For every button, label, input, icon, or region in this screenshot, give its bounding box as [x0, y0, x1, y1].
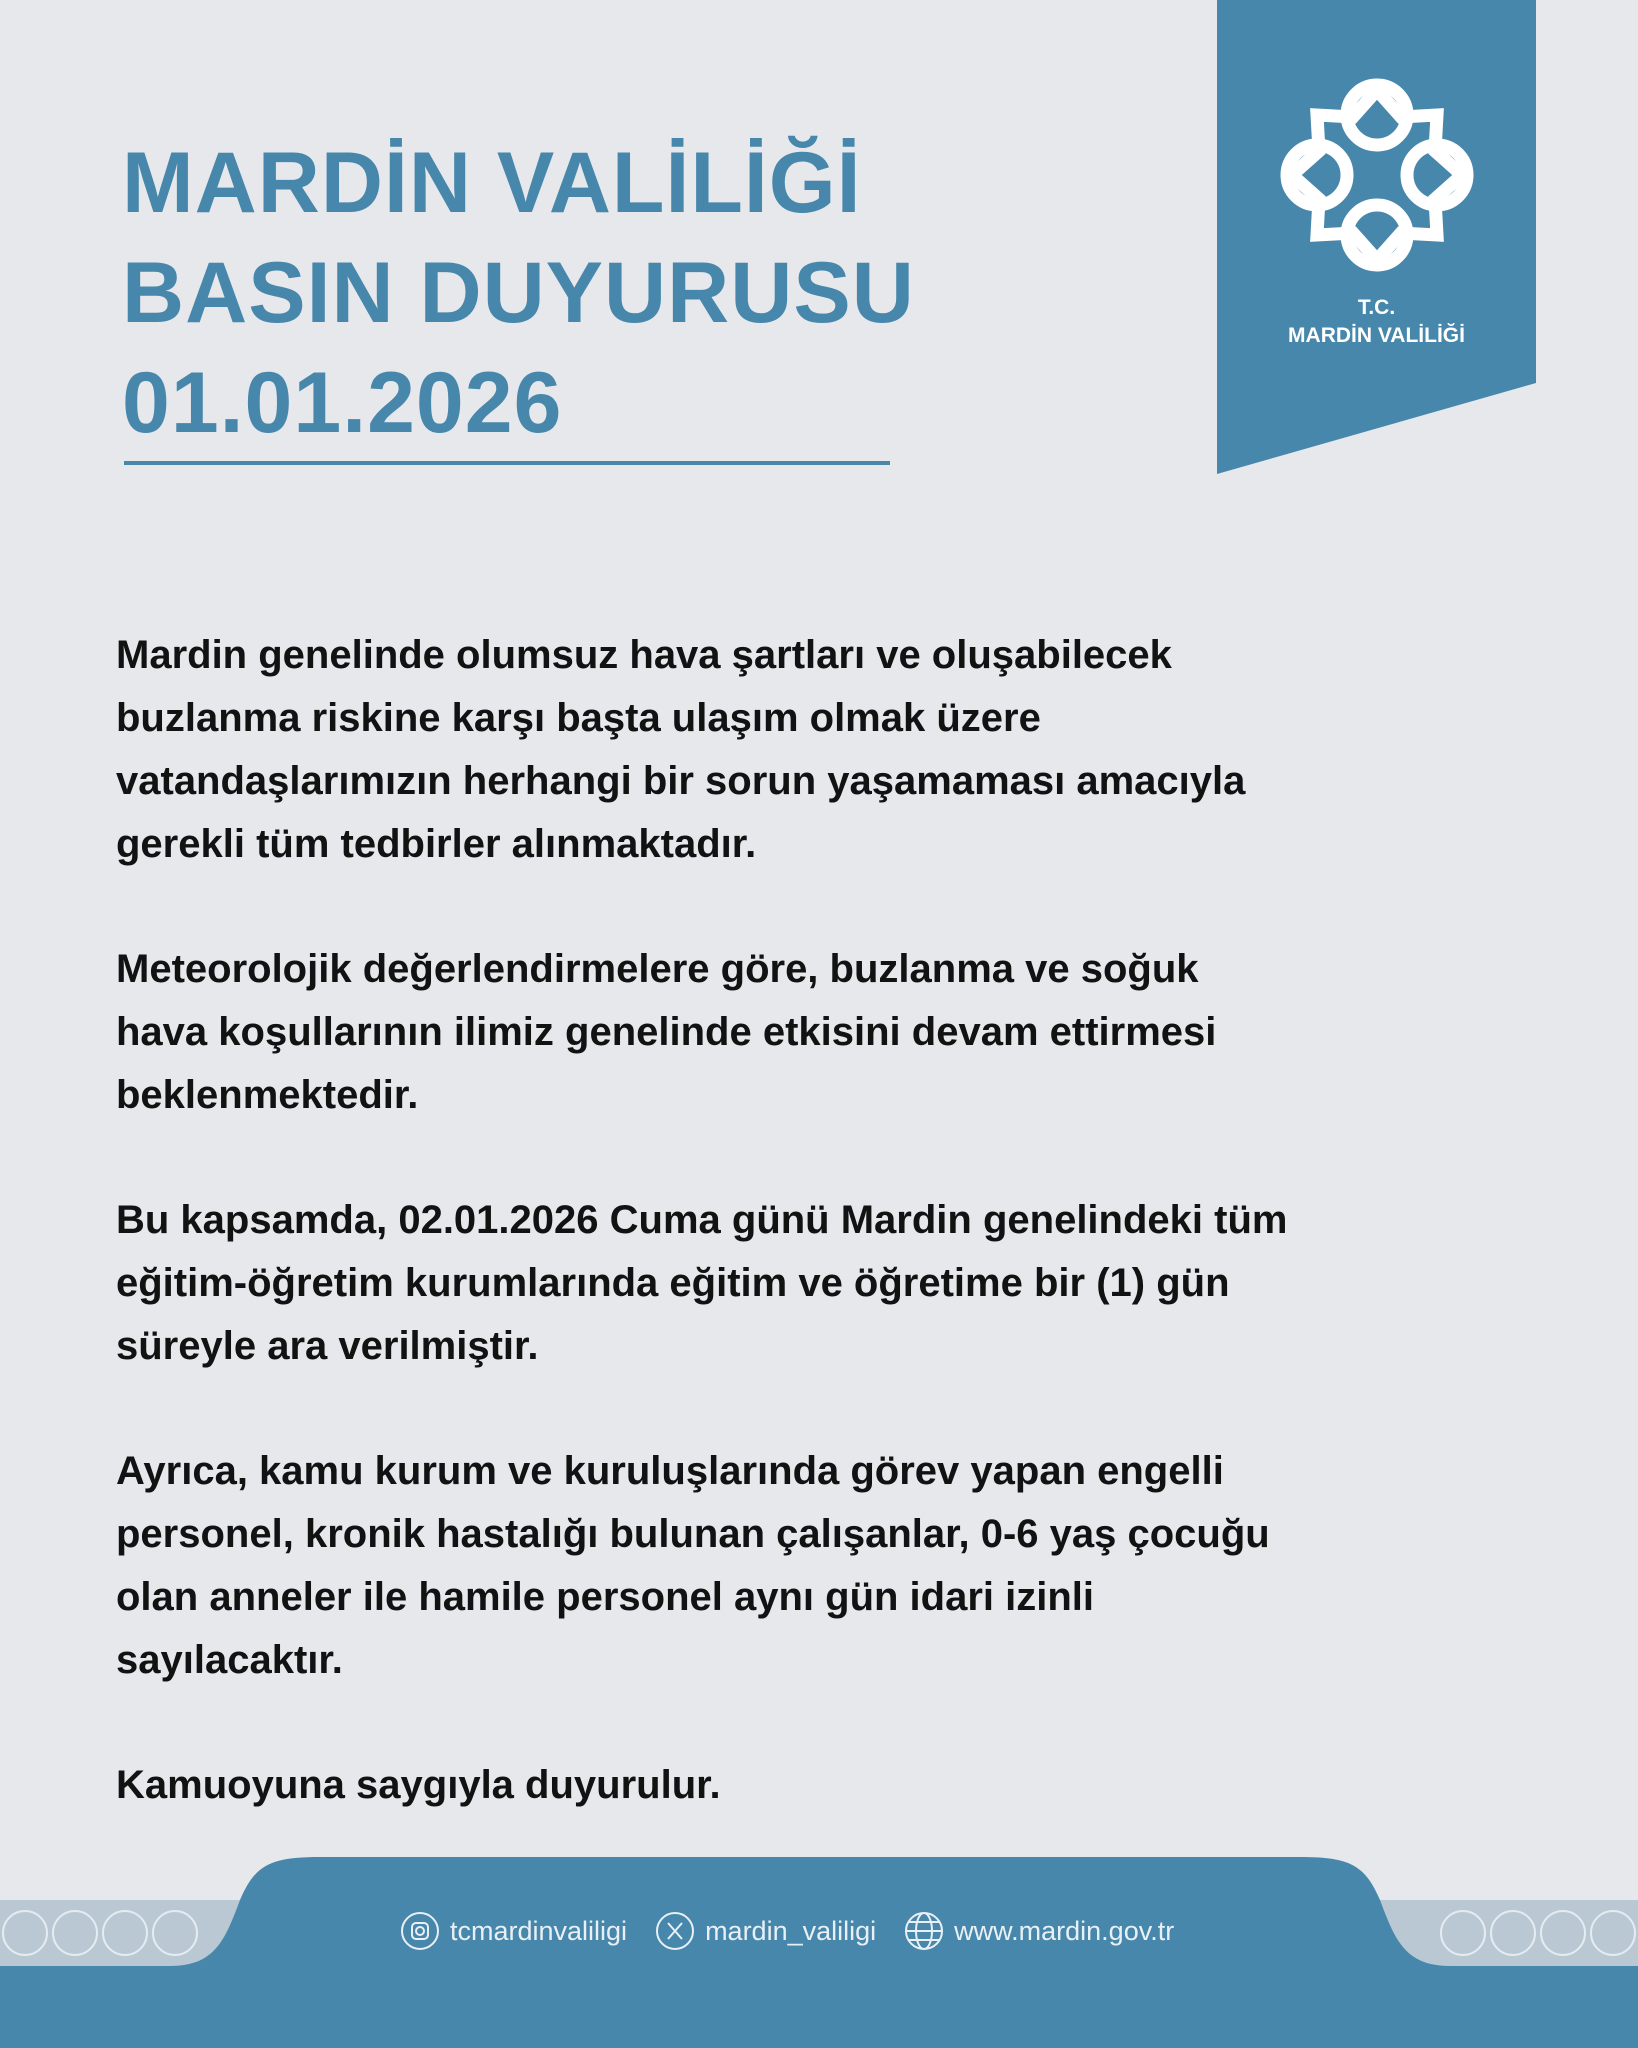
logo-name: MARDİN VALİLİĞİ: [1288, 324, 1465, 347]
text-line: Ayrıca, kamu kurum ve kuruluşlarında görev yapan engelli: [116, 1449, 1224, 1493]
text-line: Mardin genelinde olumsuz hava şartları ve oluşabilecek: [116, 633, 1172, 677]
text-line: Bu kapsamda, 02.01.2026 Cuma günü Mardin genelindeki tüm: [116, 1198, 1288, 1242]
instagram-link[interactable]: [400, 1911, 627, 1951]
x-handle: mardin_valiligi: [705, 1915, 877, 1946]
announcement-body: [116, 562, 1556, 1879]
title-date: 01.01.2026: [122, 355, 563, 451]
footer-links: [400, 1908, 1174, 1954]
logo-tc: T.C.: [1357, 296, 1396, 319]
title-divider: [124, 461, 890, 465]
text-line: gerekli tüm tedbirler alınmaktadır.: [116, 822, 757, 866]
x-icon: [655, 1911, 695, 1951]
instagram-icon: [400, 1911, 440, 1951]
logo-banner: [1217, 0, 1536, 474]
text-line: eğitim-öğretim kurumlarında eğitim ve öğretime bir (1) gün: [116, 1261, 1230, 1305]
text-line: Meteorolojik değerlendirmelere göre, buzlanma ve soğuk: [116, 947, 1199, 991]
text-line: buzlanma riskine karşı başta ulaşım olmak üzere: [116, 696, 1041, 740]
text-line: sayılacaktır.: [116, 1638, 343, 1682]
text-line: personel, kronik hastalığı bulunan çalışanlar, 0-6 yaş çocuğu: [116, 1512, 1270, 1556]
text-line: olan anneler ile hamile personel aynı gün idari izinli: [116, 1575, 1095, 1619]
x-link[interactable]: [655, 1911, 876, 1951]
text-line: beklenmektedir.: [116, 1073, 419, 1117]
instagram-handle: tcmardinvaliligi: [450, 1915, 628, 1946]
title-line: MARDİN VALİLİĞİ: [122, 135, 862, 231]
text-line: Kamuoyuna saygıyla duyurulur.: [116, 1763, 721, 1807]
website-url: www.mardin.gov.tr: [954, 1915, 1175, 1946]
globe-icon: [904, 1911, 944, 1951]
text-line: süreyle ara verilmiştir.: [116, 1324, 539, 1368]
text-line: vatandaşlarımızın herhangi bir sorun yaşamaması amacıyla: [116, 759, 1246, 803]
page-title: [122, 128, 915, 458]
website-link[interactable]: [904, 1911, 1174, 1951]
title-line: BASIN DUYURUSU: [122, 245, 915, 341]
text-line: hava koşullarının ilimiz genelinde etkisini devam ettirmesi: [116, 1010, 1217, 1054]
